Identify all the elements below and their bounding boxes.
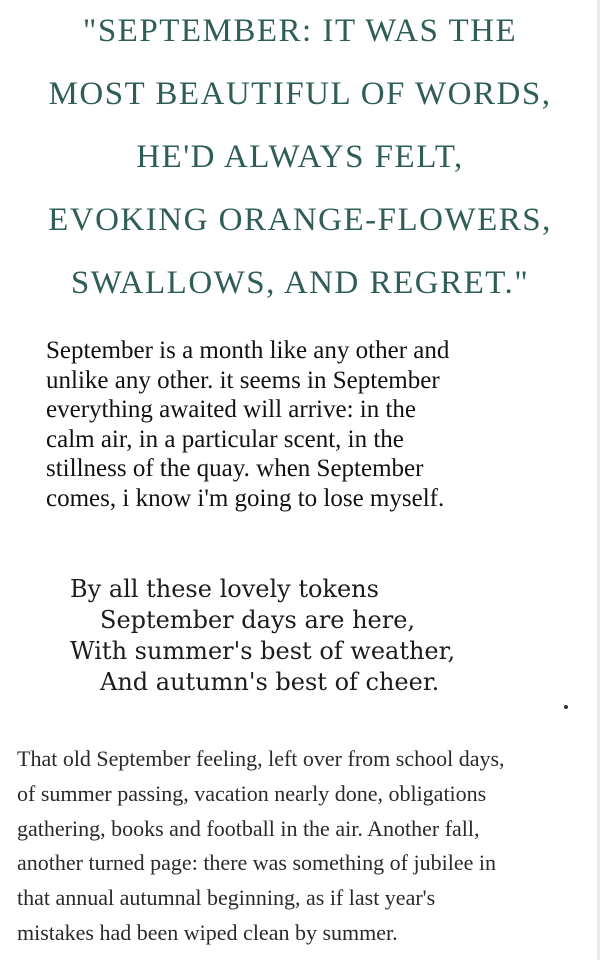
quote-line: "SEPTEMBER: IT WAS THE (82, 13, 518, 49)
quote-line: SWALLOWS, AND REGRET." (70, 265, 530, 301)
poem-line: And autumn's best of cheer. (100, 668, 440, 696)
quote-line: HE'D ALWAYS FELT, (136, 139, 464, 175)
school-days-paragraph (17, 742, 587, 951)
quote-line: MOST BEAUTIFUL OF WORDS, (48, 76, 552, 112)
paragraph-line: another turned page: there was something of jubilee in (17, 850, 496, 876)
paragraph-line: that annual autumnal beginning, as if last year's (17, 885, 436, 911)
paragraph-line: unlike any other. it seems in September (46, 366, 440, 394)
stray-dot (564, 705, 568, 709)
paragraph-line: comes, i know i'm going to lose myself. (46, 484, 445, 512)
paragraph-line: mistakes had been wiped clean by summer. (17, 919, 398, 945)
heading-quote (0, 0, 600, 315)
paragraph-line: gathering, books and football in the air. Another fall, (17, 815, 480, 841)
paragraph-line: everything awaited will arrive: in the (46, 396, 417, 423)
quote-line: EVOKING ORANGE-FLOWERS, (48, 202, 552, 238)
paragraph-line: of summer passing, vacation nearly done, obligations (17, 780, 487, 806)
paragraph-line: September is a month like any other and (46, 337, 450, 364)
paragraph-line: stillness of the quay. when September (46, 455, 424, 482)
paragraph-line: That old September feeling, left over from school days, (17, 746, 505, 771)
poem-line: By all these lovely tokens (70, 575, 379, 603)
poem-line: September days are here, (100, 606, 416, 634)
september-paragraph (46, 336, 576, 513)
paragraph-line: calm air, in a particular scent, in the (46, 425, 404, 453)
poem-line: With summer's best of weather, (70, 637, 456, 665)
poem-stanza (70, 574, 530, 698)
